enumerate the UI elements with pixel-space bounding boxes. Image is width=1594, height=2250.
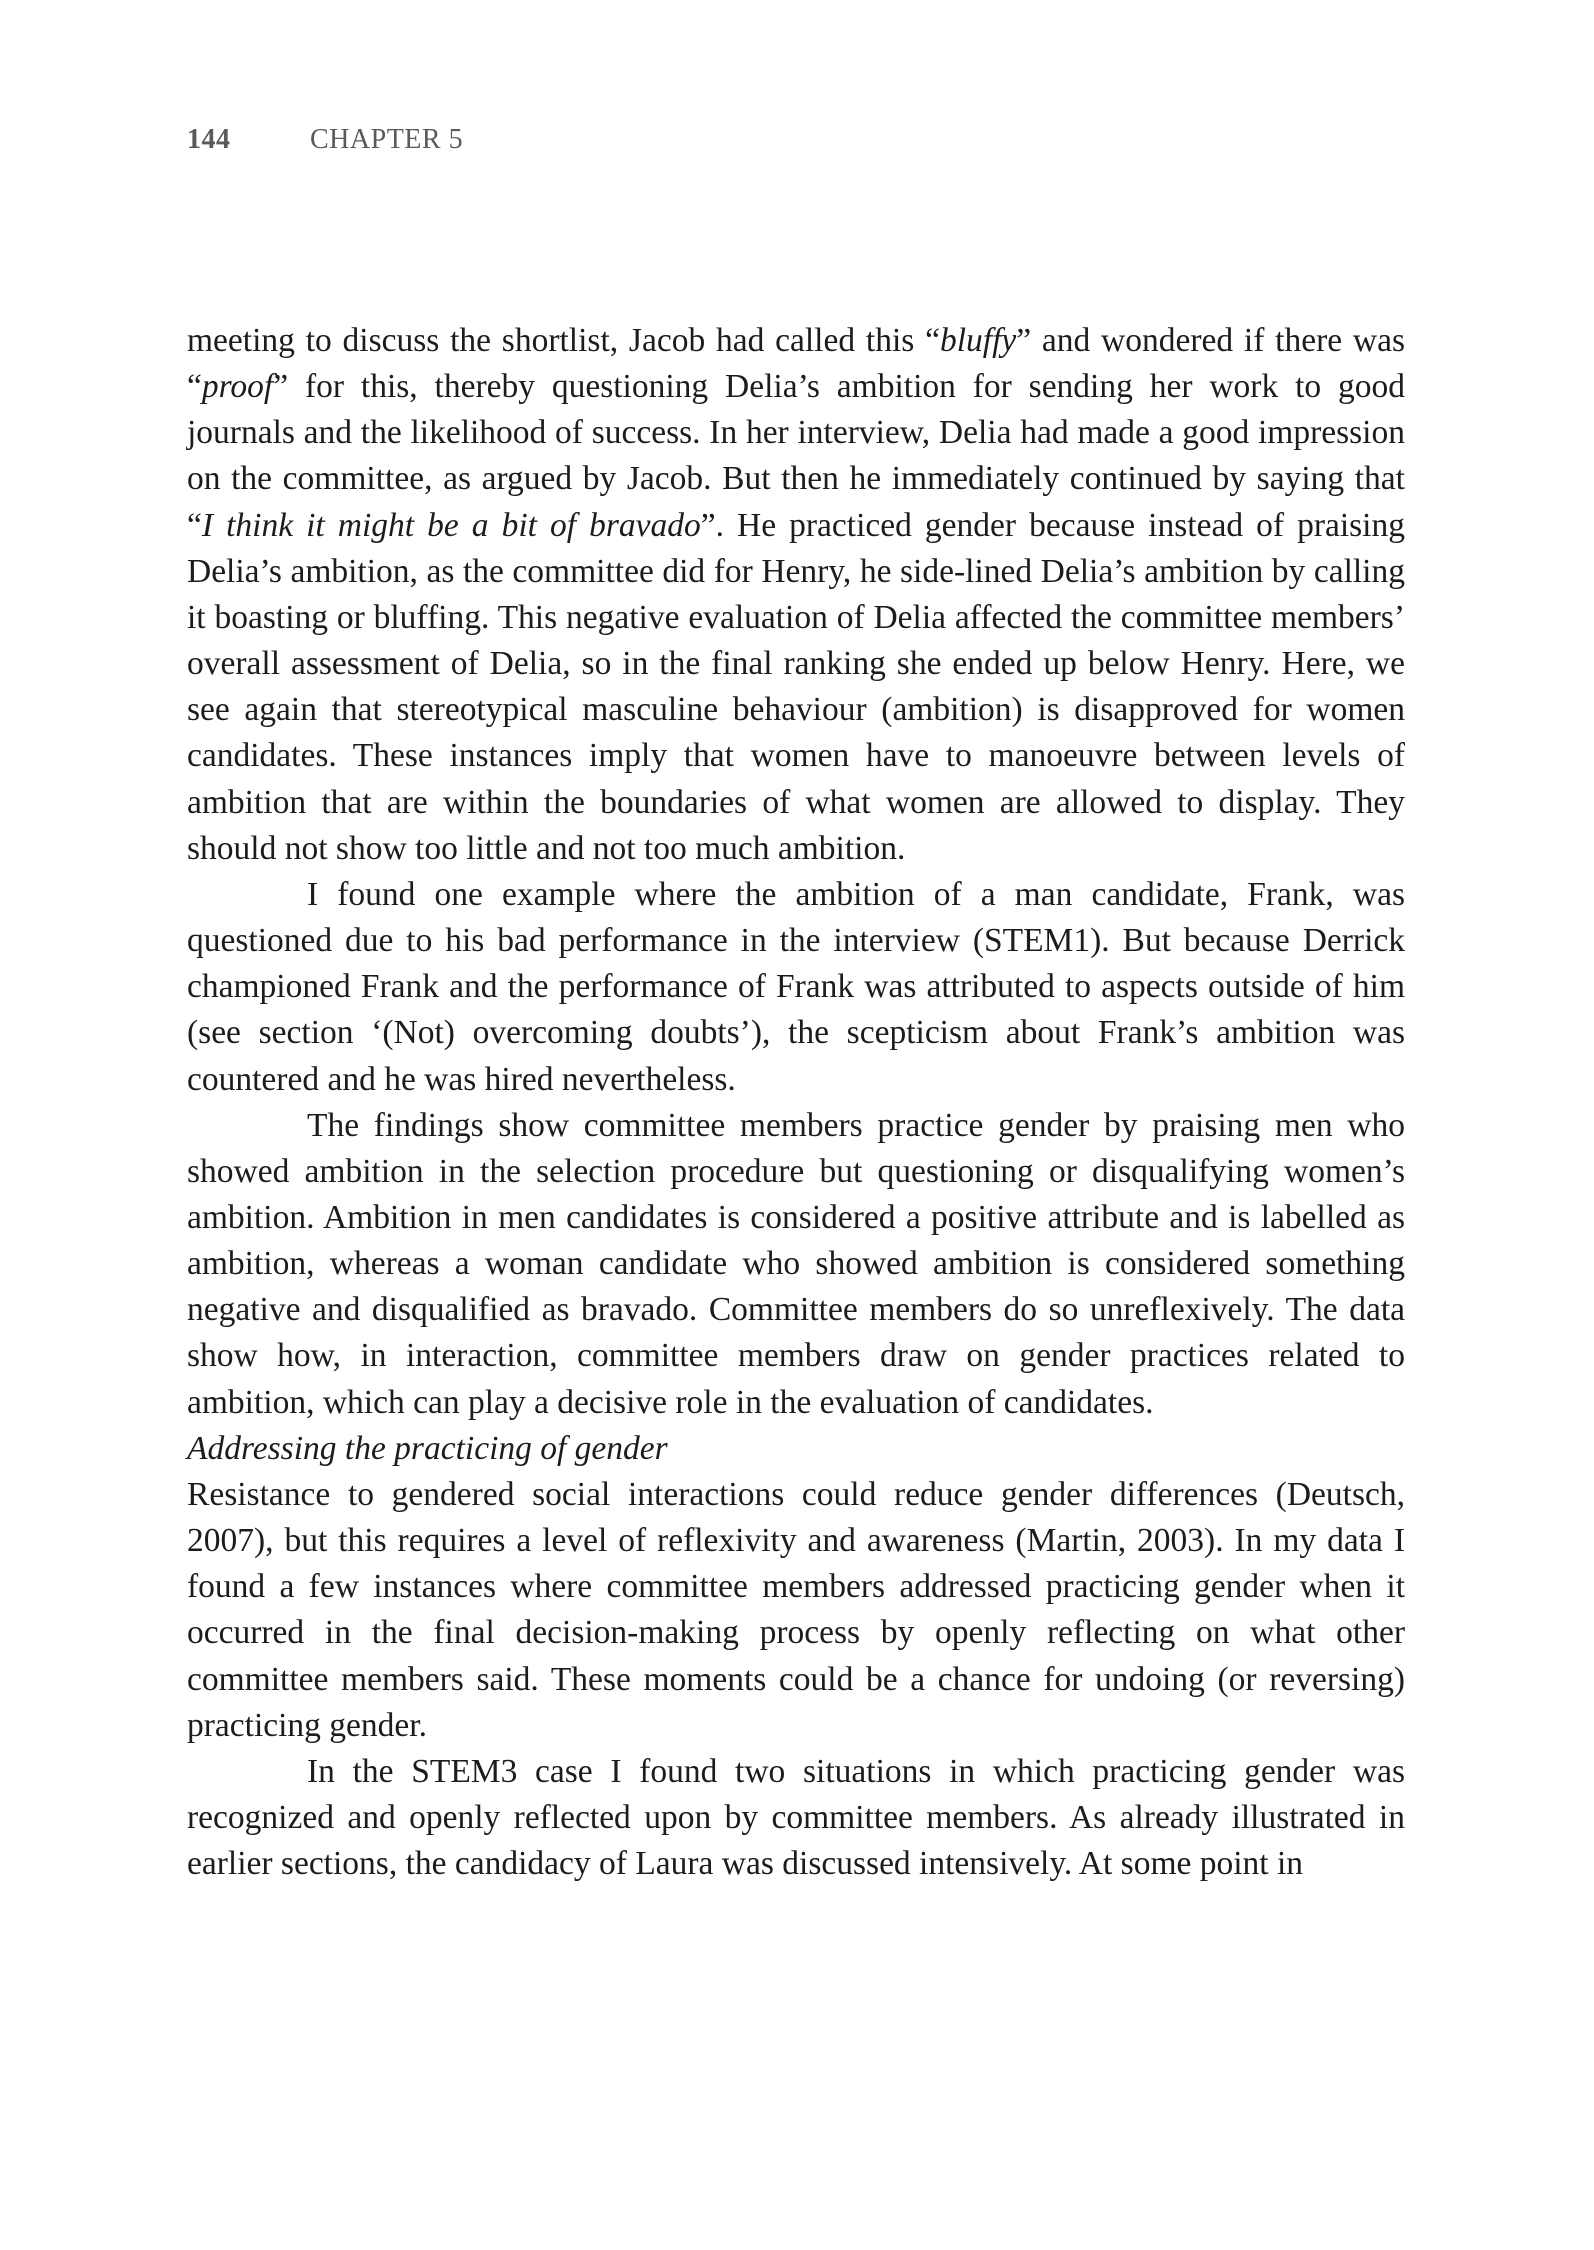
paragraph-1-text-3: ” for this, thereby questioning Delia’s ambition for sending her work to good journals and the likelihood of success. In her interview, Delia had made a good impression on the committee, as argued by Jacob. But then he immediately continued by saying that “ [187, 368, 1405, 544]
paragraph-1-text-4: ”. He practiced gender because instead of praising Delia’s ambition, as the committee did for Henry, he side-lined Delia’s ambition by calling it boasting or bluffing. This negative evaluation of Delia affected the committee members’ overall assessment of Delia, so in the final ranking she ended up below Henry. Here, we see again that stereotypical masculine behaviour (ambition) is disapproved for women candidates. These instances imply that women have to manoeuvre between levels of ambition that are within the boundaries of what women are allowed to display. They should not show too little and not too much ambition. [187, 506, 1405, 867]
paragraph-1-text-2: ” and wondered if there was “ [187, 322, 1405, 406]
quote-bluffy: bluffy [939, 322, 1017, 359]
running-head [187, 124, 463, 156]
quote-bravado: I think it might be a bit of bravado [201, 506, 701, 544]
paragraph-1 [187, 318, 1405, 872]
paragraph-3: The findings show committee members practice gender by praising men who showed ambition in the selection procedure but questioning or disqualifying women’s ambition. Ambition in men candidates is considered a positive attribute and is labelled as ambition, whereas a woman candidate who showed ambition is considered something negative and disqualified as bravado. Committee members do so unreflexively. The data show how, in interaction, committee members draw on gender practices related to ambition, which can play a decisive role in the evaluation of candidates. [187, 1106, 1405, 1421]
paragraph-1-text-1: meeting to discuss the shortlist, Jacob had called this “ [187, 322, 940, 359]
body-text [187, 318, 1405, 1887]
paragraph-4: Resistance to gendered social interactions could reduce gender differences (Deutsch, 2007), but this requires a level of reflexivity and awareness (Martin, 2003). In my data I found a few instances where committee members addressed practicing gender when it occurred in the final decision-making process by openly reflecting on what other committee members said. These moments could be a chance for undoing (or reversing) practicing gender. [187, 1475, 1405, 1744]
chapter-title: CHAPTER 5 [310, 124, 464, 155]
paragraph-2: I found one example where the ambition of a man candidate, Frank, was questioned due to his bad performance in the interview (STEM1). But because Derrick championed Frank and the performance of Frank was attributed to aspects outside of him (see section ‘(Not) overcoming doubts’), the scepticism about Frank’s ambition was countered and he was hired nevertheless. [187, 875, 1405, 1098]
quote-proof: proof [201, 368, 274, 406]
page-number: 144 [187, 124, 231, 155]
section-heading: Addressing the practicing of gender [187, 1429, 668, 1467]
paragraph-5: In the STEM3 case I found two situations in which practicing gender was recognized and openly reflected upon by committee members. As already illustrated in earlier sections, the candidacy of Laura was discussed intensively. At some point in [187, 1752, 1405, 1883]
